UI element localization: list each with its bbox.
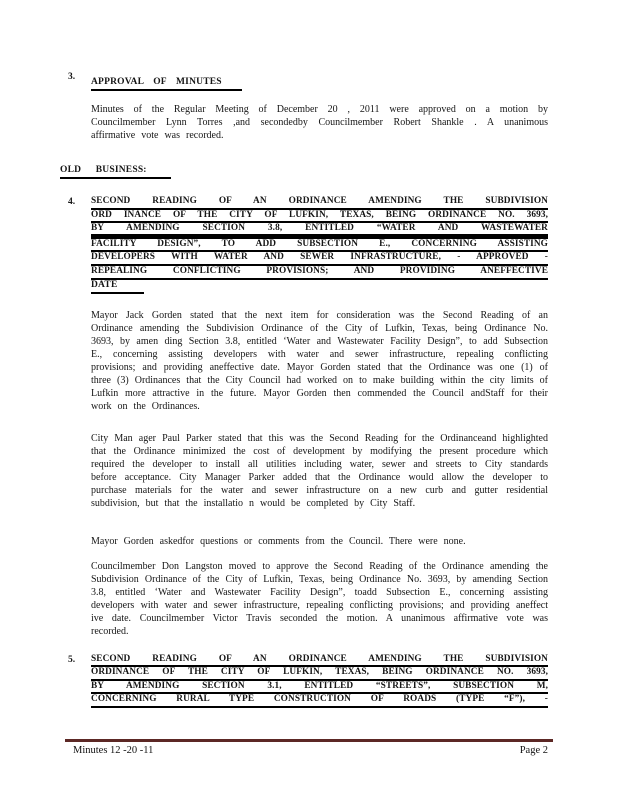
- item4-paragraph-2: City Man ager Paul Parker stated that this was the Second Reading for the Ordinanceand highlighted that the Ordinance minimized the cost of development by modifying the present procedure which required the developer to install all utilities including water, sewer and streets to City standards before acceptance. City Manager Parker added that the Ordinance would allow the developer to purchase materials for the water and sewer infrastructure on a new curb and gutter residential subdivision, but that the installatio n would be completed by City Staff.: [91, 432, 548, 509]
- item4-heading-line: BY AMENDING SECTION 3.8, ENTITLED “WATER AND WASTEWATER: [91, 223, 548, 239]
- item5-heading-line: ORDINANCE OF THE CITY OF LUFKIN, TEXAS, BEING ORDINANCE NO. 3693,: [91, 667, 548, 681]
- item4-heading-date: DATE: [91, 280, 144, 294]
- item3-paragraph-row: [68, 103, 548, 142]
- item4-paragraph-4: Councilmember Don Langston moved to approve the Second Reading of the Ordinance amending the Subdivision Ordinance of the City of Lufkin, Texas, being Ordinance No. 3693, by amending Section 3.8, entitled ‘Water and Wastewater Facility Design”, toadd Subsection E., concerning assisting developers with water and sewer infrastructure, repealing conflicting provisions; and providing aneffect ive date. Councilmember Victor Travis seconded the motion. A unanimous affirmative vote was recorded.: [91, 560, 548, 637]
- footer-rule: [65, 739, 553, 742]
- agenda-item-4: [68, 196, 548, 294]
- footer-page-number: Page 2: [519, 745, 548, 756]
- item5-heading-line: CONCERNING RURAL TYPE CONSTRUCTION OF ROADS (TYPE “F”), -: [91, 694, 548, 708]
- item5-heading-line: BY AMENDING SECTION 3.1, ENTITLED “STREETS”, SUBSECTION M,: [91, 681, 548, 695]
- item4-heading-line: DEVELOPERS WITH WATER AND SEWER INFRASTRUCTURE, - APPROVED -: [91, 252, 548, 266]
- page-footer: [65, 744, 553, 758]
- item4-paragraph-3: Mayor Gorden askedfor questions or comments from the Council. There were none.: [91, 535, 466, 547]
- item4-paragraph-row: [68, 560, 548, 638]
- item4-paragraph-row: [68, 432, 548, 510]
- document-content: [60, 71, 548, 708]
- agenda-item-3: [68, 71, 548, 91]
- old-business-label: OLD BUSINESS:: [60, 165, 171, 179]
- agenda-item-5: [68, 654, 548, 708]
- item3-title: APPROVAL OF MINUTES: [91, 77, 242, 91]
- item4-heading-line: FACILITY DESIGN”, TO ADD SUBSECTION E., CONCERNING ASSISTING: [91, 239, 548, 253]
- footer-document-title: Minutes 12 -20 -11: [73, 745, 154, 756]
- item5-heading-line: SECOND READING OF AN ORDINANCE AMENDING THE SUBDIVISION: [91, 654, 548, 668]
- item4-paragraph-row: [68, 309, 548, 413]
- item4-heading-line: SECOND READING OF AN ORDINANCE AMENDING THE SUBDIVISION: [91, 196, 548, 210]
- item4-heading-line: ORD INANCE OF THE CITY OF LUFKIN, TEXAS, BEING ORDINANCE NO. 3693,: [91, 210, 548, 224]
- item4-heading-line: [91, 280, 548, 294]
- item-number: 5.: [68, 654, 76, 665]
- item-number: 3.: [68, 72, 76, 82]
- item4-heading-line: REPEALING CONFLICTING PROVISIONS; AND PROVIDING ANEFFECTIVE: [91, 266, 548, 280]
- item-number: 4.: [68, 197, 76, 207]
- item4-paragraph-row: [68, 535, 548, 548]
- old-business-section: [60, 159, 548, 179]
- item3-paragraph: Minutes of the Regular Meeting of December 20 , 2011 were approved on a motion by Councilmember Lynn Torres ,and secondedby Councilmember Robert Shankle . A unanimous affirmative vote was recorded.: [91, 104, 548, 141]
- item4-paragraph-1: Mayor Jack Gorden stated that the next item for consideration was the Second Reading of an Ordinance amending the Subdivision Ordinance of the City of Lufkin, Texas, being Ordinance No. 3693, by amen ding Section 3.8, entitled ‘Water and Wastewater Facility Design”, to add Subsection E., concerning assisting developers with water and sewer infrastructure, repealing conflicting provisions; and providing aneffective date. Mayor Gorden stated that the Ordinance was one (1) of three (3) Ordinances that the City Council had worked on to make building within the city limits of Lufkin more attractive in the future. Mayor Gorden then commended the Council andStaff for their work on the Ordinances.: [91, 309, 548, 412]
